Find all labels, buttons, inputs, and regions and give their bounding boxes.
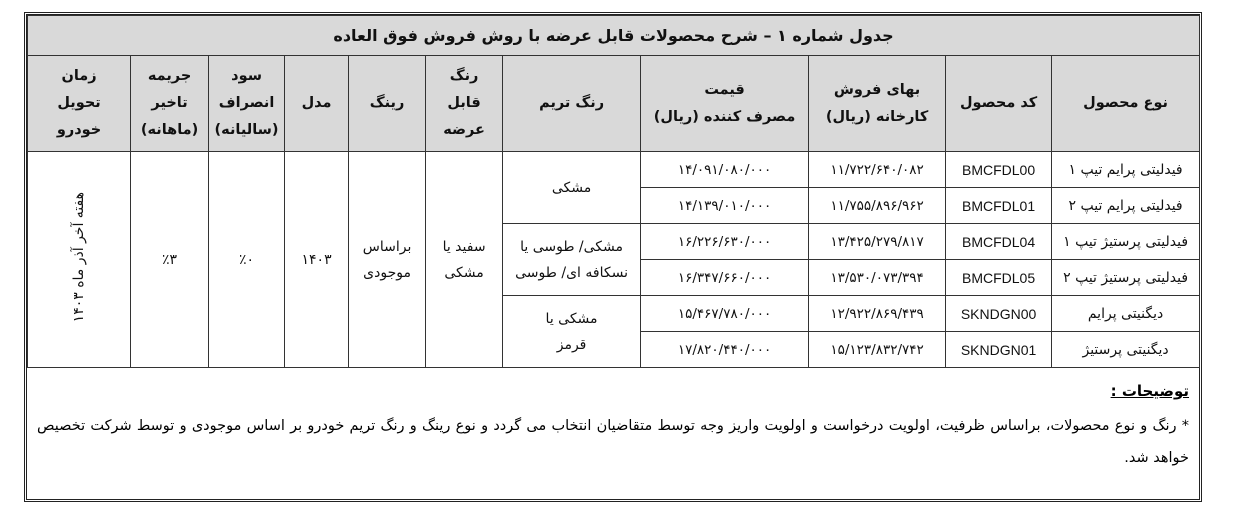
- product-code: BMCFDL04: [946, 224, 1052, 260]
- header-model: مدل: [285, 56, 349, 152]
- header-delay-line2: تاخیر: [151, 95, 188, 111]
- header-consumer-price-line1: قیمت: [704, 81, 745, 98]
- product-code: SKNDGN00: [946, 296, 1052, 332]
- consumer-price: ۱۴/۱۳۹/۰۱۰/۰۰۰: [641, 188, 809, 224]
- header-delivery-line3: خودرو: [56, 122, 102, 138]
- product-code: SKNDGN01: [946, 332, 1052, 368]
- factory-price: ۱۱/۷۲۲/۶۴۰/۰۸۲: [809, 152, 946, 188]
- header-cancel-line3: (سالیانه): [214, 122, 279, 138]
- products-table: [27, 15, 1200, 368]
- header-cancel-line2: انصراف: [218, 95, 275, 111]
- product-name: فیدلیتی پرایم تیپ ۲: [1052, 188, 1200, 224]
- header-trim-color: رنگ تریم: [503, 56, 641, 152]
- product-name: فیدلیتی پرستیژ تیپ ۲: [1052, 260, 1200, 296]
- document-frame: [24, 12, 1202, 502]
- factory-price: ۱۵/۱۲۳/۸۳۲/۷۴۲: [809, 332, 946, 368]
- trim-color-cell: مشکی یا قرمز: [503, 296, 641, 368]
- header-factory-price: [809, 56, 946, 152]
- header-delay-penalty: [131, 56, 209, 152]
- delay-penalty-cell: ٪۳: [131, 152, 209, 368]
- color-available-cell: سفید یا مشکی: [426, 152, 503, 368]
- product-code: BMCFDL00: [946, 152, 1052, 188]
- header-cancel-profit: [209, 56, 285, 152]
- header-color-available: [426, 56, 503, 152]
- header-consumer-price-line2: مصرف کننده (ریال): [653, 108, 796, 125]
- header-cancel-line1: سود: [231, 68, 262, 84]
- table-row: [28, 152, 1200, 188]
- consumer-price: ۱۵/۴۶۷/۷۸۰/۰۰۰: [641, 296, 809, 332]
- header-color-line1: رنگ: [449, 68, 479, 84]
- header-factory-price-line2: کارخانه (ریال): [825, 108, 929, 125]
- header-product-type: نوع محصول: [1052, 56, 1200, 152]
- delivery-time-cell: [28, 152, 131, 368]
- notes-title: توضیحات :: [1110, 382, 1189, 400]
- header-delay-line1: جریمه: [147, 68, 192, 84]
- header-ring: رینگ: [349, 56, 426, 152]
- consumer-price: ۱۶/۳۴۷/۶۶۰/۰۰۰: [641, 260, 809, 296]
- consumer-price: ۱۶/۲۲۶/۶۳۰/۰۰۰: [641, 224, 809, 260]
- trim-color-cell: مشکی: [503, 152, 641, 224]
- ring-cell: براساس موجودی: [349, 152, 426, 368]
- header-color-line2: قابل: [447, 95, 481, 111]
- delivery-time-text: هفته آخر آذر ماه ۱۴۰۳: [71, 192, 88, 323]
- notes-text: * رنگ و نوع محصولات، براساس ظرفیت، اولویت درخواست و اولویت واریز وجه توسط متقاضیان انتخاب می گردد و نوع رینگ و رنگ تریم خودرو بر اساس موجودی و توسط شرکت تخصیص خواهد شد.: [37, 418, 1189, 466]
- cancel-profit-cell: ٪۰: [209, 152, 285, 368]
- header-consumer-price: [641, 56, 809, 152]
- factory-price: ۱۳/۵۳۰/۰۷۳/۳۹۴: [809, 260, 946, 296]
- product-name: دیگنیتی پرایم: [1052, 296, 1200, 332]
- notes-section: [27, 368, 1199, 494]
- product-code: BMCFDL05: [946, 260, 1052, 296]
- product-name: فیدلیتی پرستیژ تیپ ۱: [1052, 224, 1200, 260]
- product-name: فیدلیتی پرایم تیپ ۱: [1052, 152, 1200, 188]
- product-name: دیگنیتی پرستیژ: [1052, 332, 1200, 368]
- factory-price: ۱۱/۷۵۵/۸۹۶/۹۶۲: [809, 188, 946, 224]
- header-delivery-time: [28, 56, 131, 152]
- header-product-code: کد محصول: [946, 56, 1052, 152]
- consumer-price: ۱۷/۸۲۰/۴۴۰/۰۰۰: [641, 332, 809, 368]
- consumer-price: ۱۴/۰۹۱/۰۸۰/۰۰۰: [641, 152, 809, 188]
- table-title: جدول شماره ۱ – شرح محصولات قابل عرضه با روش فروش فوق العاده: [28, 16, 1200, 56]
- header-delivery-line1: زمان: [61, 68, 97, 84]
- header-factory-price-line1: بهای فروش: [833, 81, 921, 98]
- product-code: BMCFDL01: [946, 188, 1052, 224]
- header-delivery-line2: تحویل: [57, 95, 101, 111]
- header-color-line3: عرضه: [443, 122, 485, 138]
- factory-price: ۱۲/۹۲۲/۸۶۹/۴۳۹: [809, 296, 946, 332]
- header-delay-line3: (ماهانه): [140, 122, 199, 138]
- model-cell: ۱۴۰۳: [285, 152, 349, 368]
- factory-price: ۱۳/۴۲۵/۲۷۹/۸۱۷: [809, 224, 946, 260]
- trim-color-cell: مشکی/ طوسی یا نسکافه ای/ طوسی: [503, 224, 641, 296]
